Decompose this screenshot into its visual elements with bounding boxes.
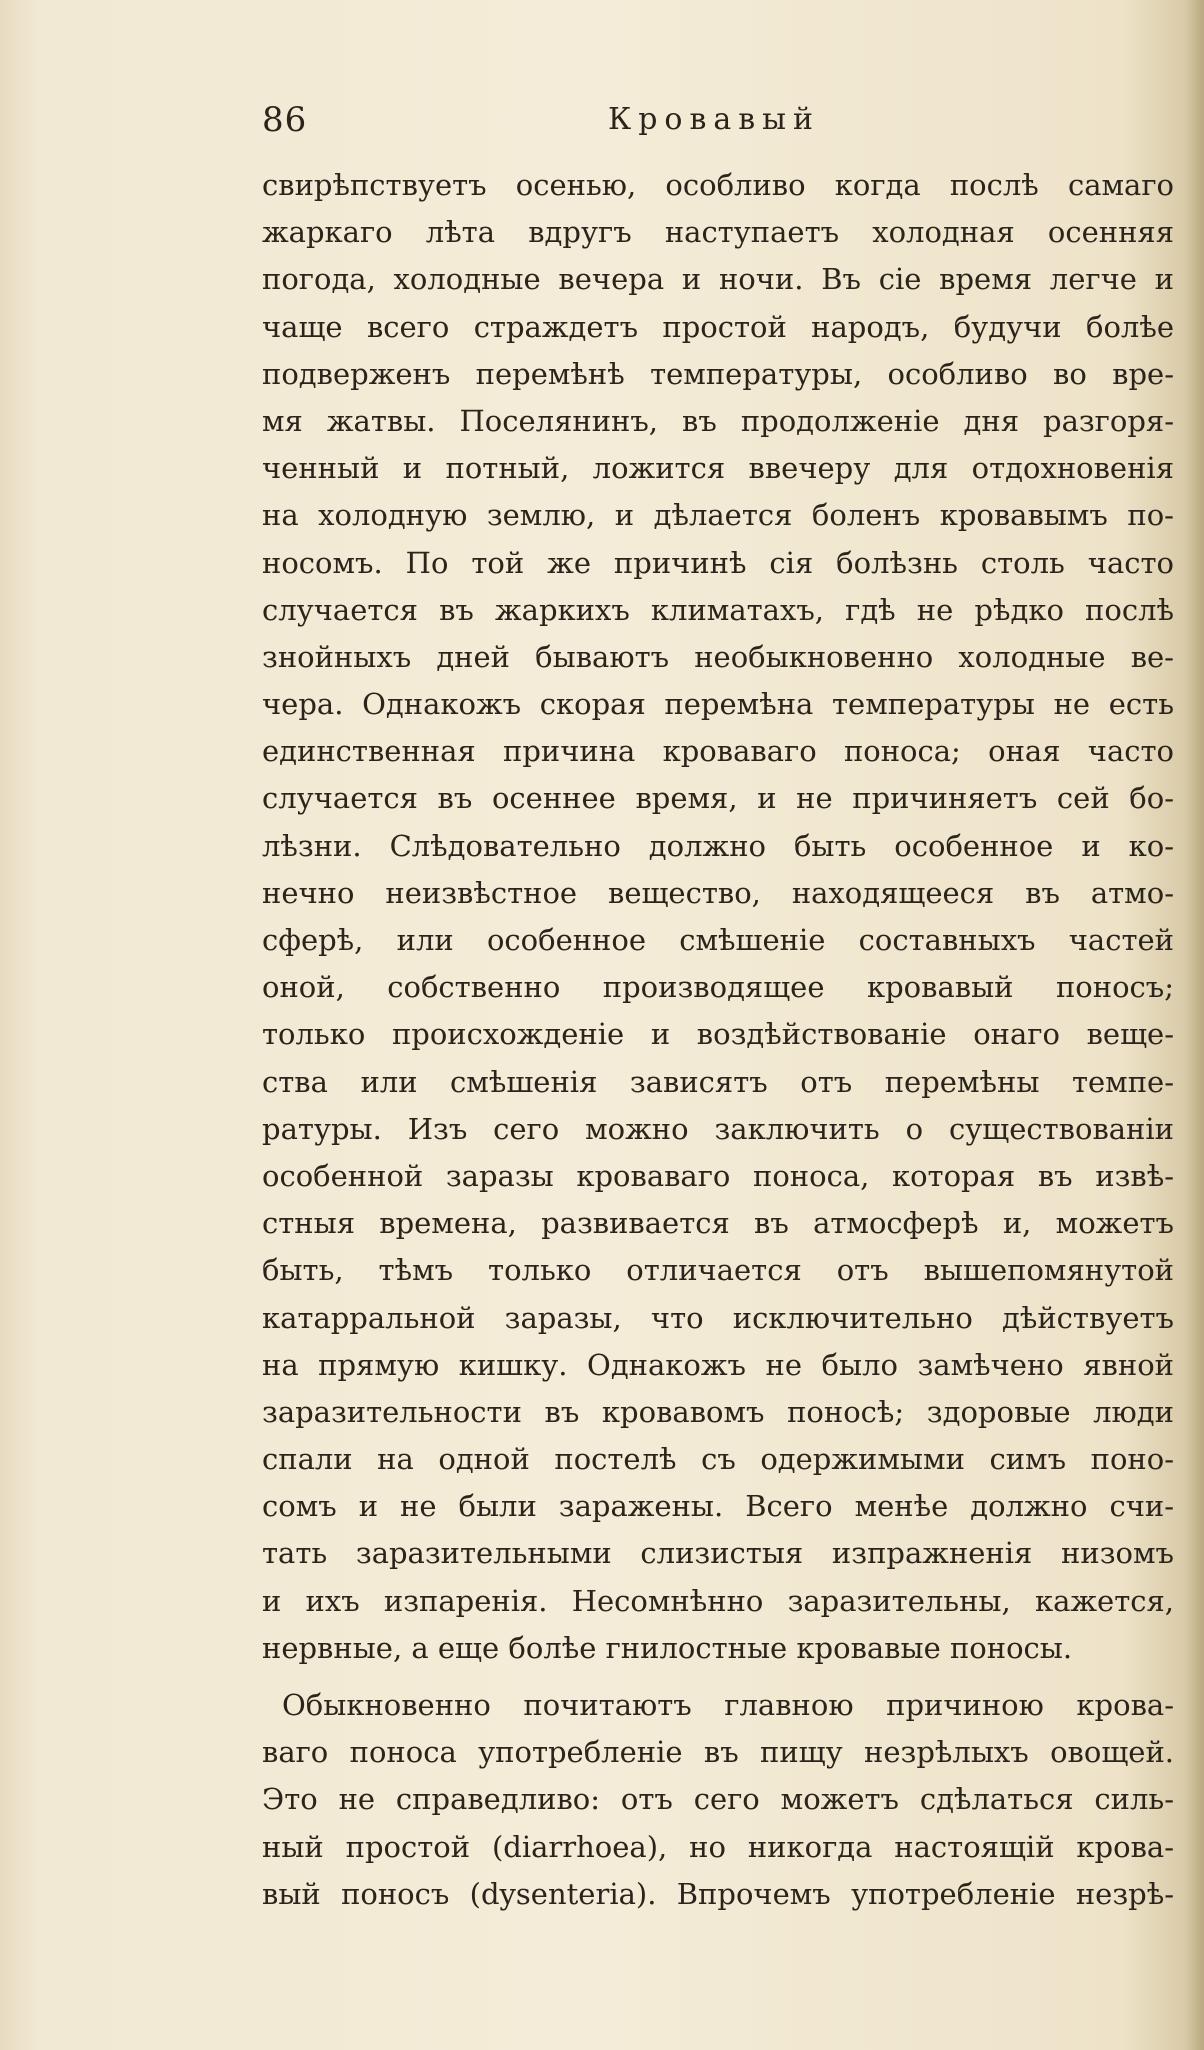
text-line: на прямую кишку. Однакожъ не было замѣчено явной bbox=[262, 1347, 1174, 1382]
body-text bbox=[262, 162, 1174, 1918]
text-line: спали на одной постелѣ съ одержимыми симъ поно- bbox=[262, 1442, 1174, 1477]
text-line: жаркаго лѣта вдругъ наступаетъ холодная осенняя bbox=[262, 215, 1174, 250]
text-line: Это не справедливо: отъ сего можетъ сдѣлаться силь- bbox=[262, 1782, 1174, 1817]
text-line: чаще всего страждетъ простой народъ, будучи болѣе bbox=[262, 309, 1174, 344]
text-line: особенной заразы кроваваго поноса, которая въ извѣ- bbox=[262, 1158, 1174, 1193]
text-line: подверженъ перемѣнѣ температуры, особливо во вре- bbox=[262, 356, 1174, 391]
text-line: нервные, а еще болѣе гнилостные кровавые поносы. bbox=[262, 1630, 1073, 1665]
text-line: мя жатвы. Поселянинъ, въ продолженіе дня разгоря- bbox=[262, 403, 1174, 438]
text-line: ратуры. Изъ сего можно заключить о существованіи bbox=[262, 1111, 1174, 1146]
text-line: сомъ и не были заражены. Всего менѣе должно счи- bbox=[262, 1489, 1174, 1524]
text-line: на холодную землю, и дѣлается боленъ кровавымъ по- bbox=[262, 498, 1174, 533]
text-line: катарральной заразы, что исключительно дѣйствуетъ bbox=[262, 1300, 1174, 1335]
text-line: заразительности въ кровавомъ поносѣ; здоровые люди bbox=[262, 1394, 1174, 1429]
paragraph-2 bbox=[262, 1682, 1174, 1918]
text-line: Обыкновенно почитаютъ главною причиною крова- bbox=[282, 1688, 1174, 1722]
text-line: носомъ. По той же причинѣ сія болѣзнь столь часто bbox=[262, 545, 1174, 580]
text-line: погода, холодные вечера и ночи. Въ сіе время легче и bbox=[262, 262, 1174, 297]
text-line: случается въ осеннее время, и не причиняетъ сей бо- bbox=[262, 781, 1174, 816]
text-line: случается въ жаркихъ климатахъ, гдѣ не рѣдко послѣ bbox=[262, 592, 1174, 627]
text-line: чера. Однакожъ скорая перемѣна температуры не есть bbox=[262, 687, 1174, 722]
text-line: и ихъ изпаренія. Несомнѣнно заразительны, кажется, bbox=[262, 1583, 1174, 1618]
text-line: нечно неизвѣстное вещество, находящееся въ атмо- bbox=[262, 875, 1174, 910]
text-line: только происхожденіе и воздѣйствованіе онаго веще- bbox=[262, 1017, 1174, 1052]
page-number: 86 bbox=[262, 100, 308, 140]
text-line: вый поносъ (dysenteria). Впрочемъ употребленіе незрѣ- bbox=[262, 1876, 1174, 1911]
text-line: лѣзни. Слѣдовательно должно быть особенное и ко- bbox=[262, 828, 1174, 863]
paragraph-break bbox=[262, 1672, 1174, 1682]
text-line: свирѣпствуетъ осенью, особливо когда послѣ самаго bbox=[262, 168, 1174, 202]
paragraph-1 bbox=[262, 162, 1174, 1672]
text-line: оной, собственно производящее кровавый поносъ; bbox=[262, 970, 1174, 1005]
text-line: ченный и потный, ложится ввечеру для отдохновенія bbox=[262, 451, 1174, 486]
text-line: ства или смѣшенія зависятъ отъ перемѣны темпе- bbox=[262, 1064, 1174, 1099]
text-line: ный простой (diarrhoea), но никогда настоящій крова- bbox=[262, 1829, 1174, 1864]
text-line: быть, тѣмъ только отличается отъ вышепомянутой bbox=[262, 1253, 1174, 1288]
running-title: Кровавый bbox=[608, 102, 821, 137]
page-header bbox=[262, 100, 1174, 160]
text-line: знойныхъ дней бываютъ необыкновенно холодные ве- bbox=[262, 639, 1174, 674]
text-line: единственная причина кроваваго поноса; оная часто bbox=[262, 734, 1174, 769]
text-line: стныя времена, развивается въ атмосферѣ и, можетъ bbox=[262, 1206, 1174, 1241]
text-line: ваго поноса употребленіе въ пищу незрѣлыхъ овощей. bbox=[262, 1735, 1174, 1770]
text-line: тать заразительными слизистыя изпражненія низомъ bbox=[262, 1536, 1174, 1571]
text-line: сферѣ, или особенное смѣшеніе составныхъ частей bbox=[262, 923, 1174, 957]
